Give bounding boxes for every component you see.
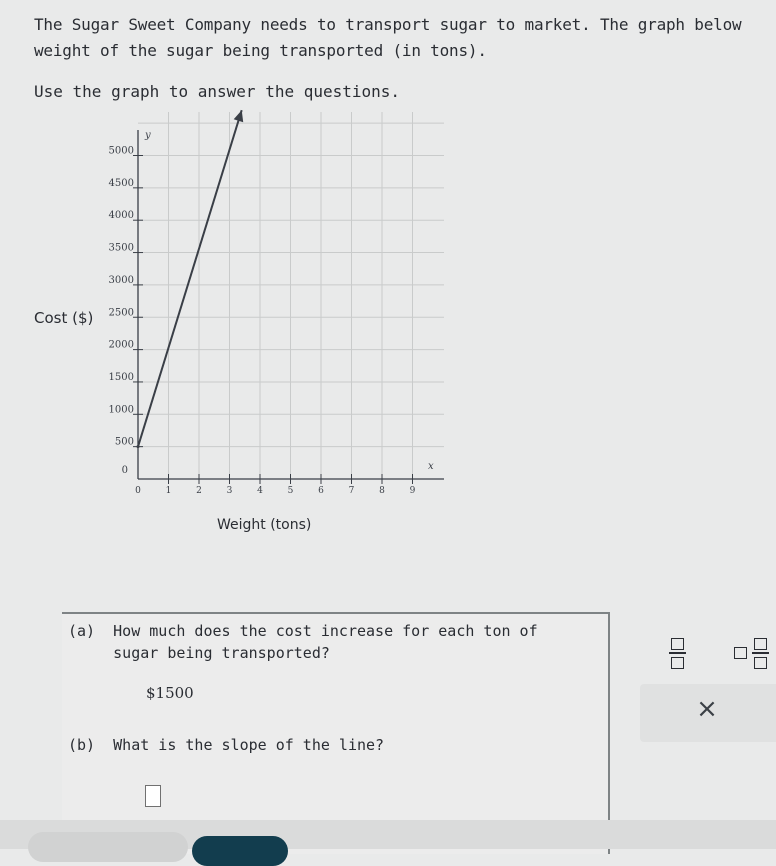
- x-tick-label: 9: [409, 486, 416, 496]
- answer-b-input[interactable]: [145, 785, 161, 807]
- x-axis-symbol: x: [428, 461, 434, 472]
- y-tick-label: 1500: [108, 371, 134, 383]
- clear-button[interactable]: ×: [696, 694, 718, 724]
- x-tick-label: 0: [135, 486, 141, 496]
- footer-primary-button[interactable]: [192, 836, 288, 866]
- x-tick-label: 8: [379, 486, 385, 496]
- mixed-number-button[interactable]: [734, 636, 774, 670]
- y-tick-label: 4500: [108, 177, 134, 189]
- answer-a-field[interactable]: $1500: [146, 684, 194, 702]
- y-tick-label: 0: [121, 465, 128, 476]
- question-a: [68, 620, 538, 664]
- x-tick-label: 2: [196, 486, 202, 496]
- y-axis-title: Cost ($): [34, 309, 94, 327]
- x-tick-label: 1: [165, 486, 172, 496]
- x-axis-title: Weight (tons): [217, 517, 312, 533]
- y-tick-label: 3000: [108, 274, 134, 286]
- x-tick-label: 4: [257, 486, 263, 496]
- problem-line-1: The Sugar Sweet Company needs to transport sugar to market. The graph below: [34, 15, 742, 34]
- y-tick-label: 2000: [108, 339, 134, 351]
- question-a-line-1: (a) How much does the cost increase for each ton of: [68, 622, 538, 640]
- y-axis-symbol: y: [145, 130, 151, 141]
- data-line: [138, 110, 242, 446]
- y-tick-label: 3500: [108, 242, 134, 254]
- problem-line-2: weight of the sugar being transported (in tons).: [34, 41, 487, 60]
- y-tick-label: 4000: [108, 210, 134, 222]
- question-a-line-2: sugar being transported?: [68, 644, 330, 662]
- x-tick-label: 6: [318, 486, 324, 496]
- instruction-text: Use the graph to answer the questions.: [34, 82, 401, 101]
- question-b-label: (b) What is the slope of the line?: [68, 736, 385, 754]
- y-tick-label: 2500: [108, 307, 134, 319]
- data-line-arrowhead: [234, 110, 244, 122]
- fraction-button[interactable]: [665, 636, 691, 670]
- x-tick-label: 7: [348, 486, 355, 496]
- y-tick-label: 1000: [108, 404, 134, 416]
- y-tick-label: 500: [114, 436, 134, 448]
- x-tick-label: 3: [226, 486, 233, 496]
- footer-secondary-button[interactable]: [28, 832, 188, 862]
- data-point: [137, 445, 140, 448]
- y-tick-label: 5000: [108, 145, 134, 157]
- x-tick-label: 5: [287, 486, 294, 496]
